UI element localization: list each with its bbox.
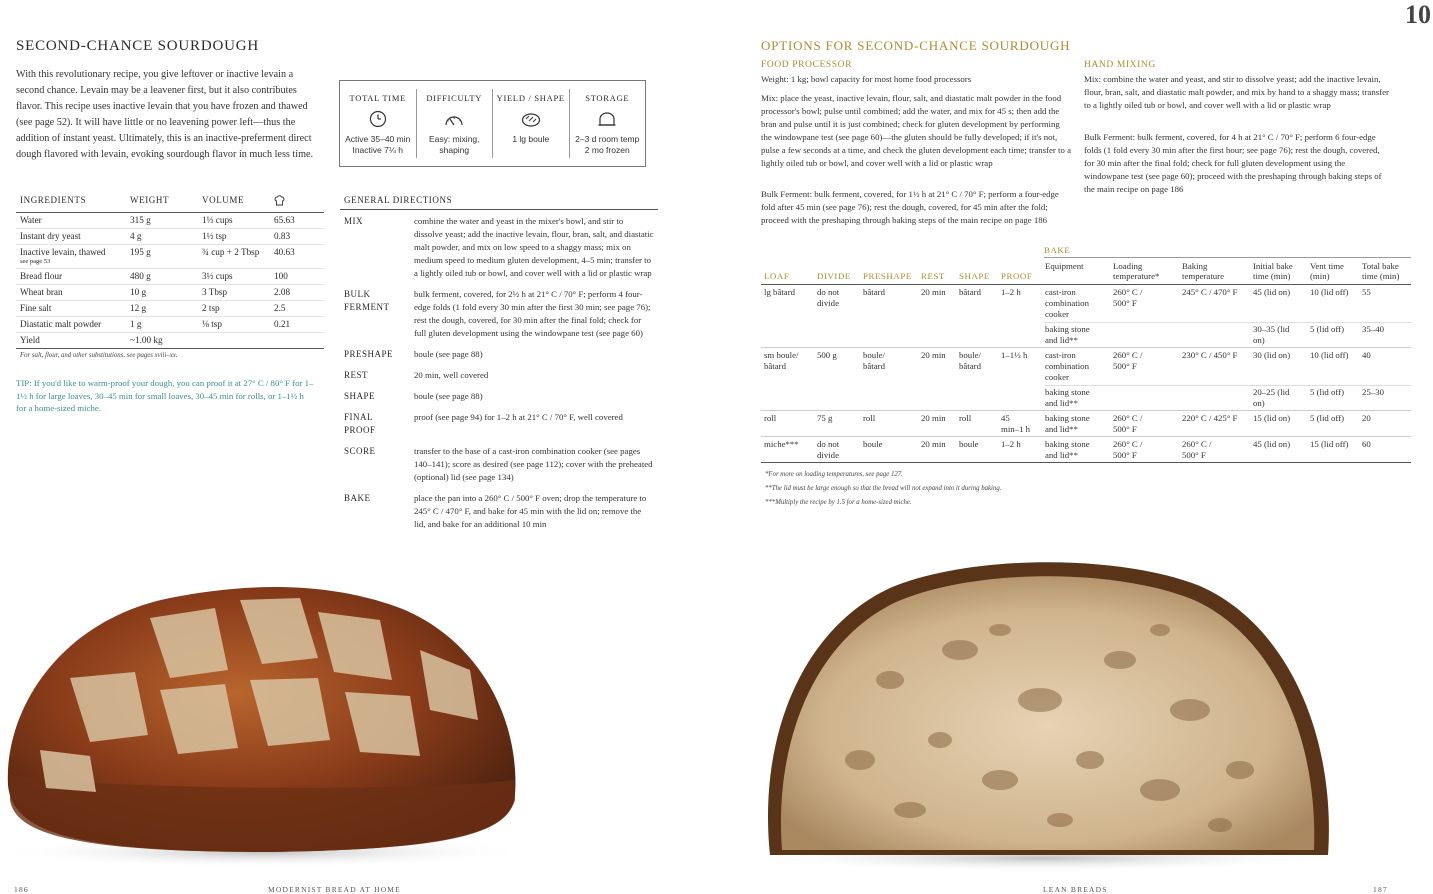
col-total-bake-1: Total bake xyxy=(1362,261,1399,271)
hand-mixing-mix: Mix: combine the water and yeast, and stir to dissolve yeast; add the inactive levain, flour, bran, salt, and diastatic malt powder, and mix by hand to a shaggy mass; transfer to a lightly oiled tub or bowl, and cover well with a lid or plastic wrap xyxy=(1084,74,1389,110)
cell-shape: boule/ xyxy=(959,350,981,360)
ingredient-weight: 12 g xyxy=(130,303,147,313)
cell-loading-temp: 500° F xyxy=(1113,450,1137,460)
col-shape: SHAPE xyxy=(959,271,990,281)
col-initial-bake-2: time (min) xyxy=(1253,271,1291,281)
ingredient-volume: 1⅓ cups xyxy=(202,215,233,225)
cell-baking-temp: 245° C / 470° F xyxy=(1182,287,1238,297)
cell-equipment: baking stone xyxy=(1045,413,1090,423)
cell-preshape: bâtard xyxy=(863,287,885,297)
ingredient-weight: ~1.00 kg xyxy=(130,335,163,345)
cell-shape: boule xyxy=(959,439,979,449)
cell-total-bake: 55 xyxy=(1362,287,1371,297)
options-table-body xyxy=(761,285,1411,463)
ingredient-name: Water xyxy=(20,215,42,225)
ingredient-name: Instant dry yeast xyxy=(20,231,81,241)
cell-preshape: boule xyxy=(863,439,883,449)
cell-loading-temp: 500° F xyxy=(1113,298,1137,308)
direction-step: MIX xyxy=(344,216,363,226)
cell-loading-temp: 260° C / xyxy=(1113,413,1143,423)
cell-equipment: and lid** xyxy=(1045,424,1078,434)
food-processor-heading: FOOD PROCESSOR xyxy=(761,60,853,70)
storage-value-2: 2 mo frozen xyxy=(584,145,630,155)
ingredient-percent: 65.63 xyxy=(274,215,295,225)
footer-book-title: MODERNIST BREAD AT HOME xyxy=(268,885,401,894)
direction-step: FINAL PROOF xyxy=(344,412,376,435)
difficulty-value-1: Easy: mixing, xyxy=(428,134,480,144)
direction-step: BULK FERMENT xyxy=(344,289,390,312)
recipe-title: SECOND-CHANCE SOURDOUGH xyxy=(16,38,259,54)
cell-loaf: roll xyxy=(764,413,777,423)
ingredient-name: Yield xyxy=(20,335,40,345)
cell-total-bake: 35–40 xyxy=(1362,324,1384,334)
ingredient-volume: 3 Tbsp xyxy=(202,287,228,297)
col-preshape: PRESHAPE xyxy=(863,271,912,281)
col-rest: REST xyxy=(921,271,945,281)
ingredient-row xyxy=(16,213,324,229)
cell-loading-temp: 260° C / xyxy=(1113,439,1143,449)
cell-preshape: boule/ xyxy=(863,350,885,360)
direction-text: place the pan into a 260° C / 500° F oven; drop the temperature to 245° C / 470° F, and bake for 45 min with the lid on; remove the lid, and bake for an additional 10 min xyxy=(414,493,647,529)
options-table-header xyxy=(761,259,1411,285)
cell-loading-temp: 500° F xyxy=(1113,424,1137,434)
recipe-info-box xyxy=(339,80,646,167)
footer-page-number-right: 187 xyxy=(1373,885,1388,894)
ingredient-percent: 40.63 xyxy=(274,247,295,257)
direction-text: 20 min, well covered xyxy=(414,370,489,380)
cell-initial-bake: on) xyxy=(1253,398,1265,408)
ingredient-weight: 315 g xyxy=(130,215,151,225)
direction-step: SCORE xyxy=(344,446,376,456)
col-divide: DIVIDE xyxy=(817,271,851,281)
direction-row xyxy=(340,437,658,484)
food-processor-weight: Weight: 1 kg; bowl capacity for most home food processors xyxy=(761,74,972,84)
direction-text: bulk ferment, covered, for 2½ h at 21° C / 70° F; perform 4 four-edge folds (1 fold every 30 min after the first 30 min; see page 76); rest the dough, covered, for 30 min after the final fold; check for full gluten development using the windowpane test (see page 60) xyxy=(414,289,651,338)
bake-group-label: BAKE xyxy=(1044,245,1071,255)
col-loading-temp-1: Loading xyxy=(1113,261,1143,271)
col-equipment: Equipment xyxy=(1045,261,1084,271)
cell-loaf: miche*** xyxy=(764,439,799,449)
ingredient-percent: 0.83 xyxy=(274,231,291,241)
col-volume: VOLUME xyxy=(202,195,245,205)
direction-text: combine the water and yeast in the mixer's bowl, and stir to dissolve yeast; add the inactive levain, flour, bran, salt, and diastatic malt powder, and mix on low speed to a shaggy mass; mix on medium speed to medium gluten development, 4–5 min; transfer to a lightly oiled tub or bowl, and cover well with a lid or plastic wrap xyxy=(414,216,654,278)
ingredients-table xyxy=(16,195,324,349)
ingredient-percent: 100 xyxy=(274,271,288,281)
cell-equipment: combination xyxy=(1045,298,1089,308)
ingredient-volume: 1½ tsp xyxy=(202,231,227,241)
cell-proof: 1–1½ h xyxy=(1001,350,1028,360)
cell-loading-temp: 260° C / xyxy=(1113,350,1143,360)
storage-value-1: 2–3 d room temp xyxy=(575,134,640,144)
cell-divide: divide xyxy=(817,450,839,460)
cell-vent-time: 15 (lid off) xyxy=(1310,439,1349,449)
direction-text: boule (see page 88) xyxy=(414,349,483,359)
cell-divide: 500 g xyxy=(817,350,837,360)
cell-initial-bake: on) xyxy=(1253,335,1265,345)
food-processor-bulk-ferment: Bulk Ferment: bulk ferment, covered, for 1½ h at 21° C / 70° F; perform a four-edge fold after 45 min (see page 76); rest the dough, covered, for 45 min after the fold; proceed with the preshaping through baking steps of the main recipe on page 186 xyxy=(761,189,1059,225)
cell-loading-temp: 260° C / xyxy=(1113,287,1143,297)
cell-equipment: cooker xyxy=(1045,309,1069,319)
ingredient-weight: 195 g xyxy=(130,247,151,257)
cell-initial-bake: 30 (lid on) xyxy=(1253,350,1291,360)
table-row-miche xyxy=(761,437,1411,463)
ingredient-name: Diastatic malt powder xyxy=(20,319,102,329)
storage-dome-icon xyxy=(596,110,618,128)
direction-row xyxy=(340,210,658,280)
cell-rest: 20 min xyxy=(921,350,946,360)
col-proof: PROOF xyxy=(1001,271,1033,281)
col-baking-temp-1: Baking xyxy=(1182,261,1208,271)
col-weight: WEIGHT xyxy=(130,195,170,205)
yield-value: 1 lg boule xyxy=(512,134,550,144)
ingredient-row xyxy=(16,229,324,245)
yield-heading: YIELD / SHAPE xyxy=(496,93,565,103)
cell-proof: 1–2 h xyxy=(1001,439,1021,449)
cell-baking-temp: 220° C / 425° F xyxy=(1182,413,1238,423)
cell-equipment: baking stone xyxy=(1045,387,1090,397)
cell-equipment: baking stone xyxy=(1045,439,1090,449)
direction-row xyxy=(340,361,658,382)
cell-proof: 45 xyxy=(1001,413,1010,423)
ingredient-row xyxy=(16,301,324,317)
direction-row xyxy=(340,382,658,403)
col-total-bake-2: time (min) xyxy=(1362,271,1400,281)
col-vent-time-1: Vent time xyxy=(1310,261,1344,271)
ingredient-percent: 2.08 xyxy=(274,287,291,297)
direction-row xyxy=(340,340,658,361)
chapter-number: 10 xyxy=(1405,0,1431,29)
cell-loaf: lg bâtard xyxy=(764,287,796,297)
cell-preshape: roll xyxy=(863,413,876,423)
cell-proof: min–1 h xyxy=(1001,424,1031,434)
cell-initial-bake: 45 (lid on) xyxy=(1253,287,1291,297)
ingredient-weight: 10 g xyxy=(130,287,147,297)
cell-equipment: and lid** xyxy=(1045,335,1078,345)
col-initial-bake-1: Initial bake xyxy=(1253,261,1293,271)
ingredient-volume: 2 tsp xyxy=(202,303,220,313)
direction-row xyxy=(340,403,658,437)
col-vent-time-2: (min) xyxy=(1310,271,1330,281)
cell-proof: 1–2 h xyxy=(1001,287,1021,297)
ingredient-percent: 2.5 xyxy=(274,303,286,313)
direction-step: REST xyxy=(344,370,369,380)
cell-preshape: bâtard xyxy=(863,361,885,371)
ingredient-name: Wheat bran xyxy=(20,287,63,297)
food-processor-mix: Mix: place the yeast, inactive levain, flour, salt, and diastatic malt powder in the food processor's bowl; pulse until combined; add the water, and mix for 45 s; then add the bran and pulse until it is just combined; check for gluten development by performing the windowpane test (see page 60)—the gluten should be fully developed; if it's not, pulse a few seconds at a time, and check the gluten development each time; transfer to a lightly oiled tub or bowl, and cover well with a lid or plastic wrap xyxy=(761,93,1071,168)
ingredient-volume: ¾ cup + 2 Tbsp xyxy=(202,247,260,257)
ingredient-weight: 4 g xyxy=(130,231,142,241)
cell-shape: roll xyxy=(959,413,972,423)
direction-step: PRESHAPE xyxy=(344,349,394,359)
directions-header: GENERAL DIRECTIONS xyxy=(340,195,658,210)
table-row-sm-boule xyxy=(761,348,1411,411)
ingredients-rows xyxy=(16,213,324,349)
cell-vent-time: 10 (lid off) xyxy=(1310,350,1349,360)
clock-icon xyxy=(367,110,389,128)
ingredient-percent: 0.21 xyxy=(274,319,291,329)
col-loaf: LOAF xyxy=(764,271,790,281)
difficulty-cell xyxy=(417,89,494,158)
ingredient-volume: ⅛ tsp xyxy=(202,319,222,329)
cell-equipment: combination xyxy=(1045,361,1089,371)
cell-divide: do not xyxy=(817,439,840,449)
direction-text: transfer to the base of a cast-iron combination cooker (see pages 140–141); score as desired (see page 112); cover with the preheated (optional) lid (see page 134) xyxy=(414,446,653,482)
cell-total-bake: 40 xyxy=(1362,350,1371,360)
cell-divide: 75 g xyxy=(817,413,833,423)
directions-table xyxy=(340,195,658,531)
yield-cell xyxy=(493,89,570,158)
footnote-lid: **The lid must be large enough so that the bread will not expand into it during baking. xyxy=(765,485,1002,492)
cell-initial-bake: 20–25 (lid xyxy=(1253,387,1290,397)
ingredients-header xyxy=(16,195,324,213)
cell-total-bake: 60 xyxy=(1362,439,1371,449)
total-time-heading: TOTAL TIME xyxy=(349,93,406,103)
table-row-roll xyxy=(761,411,1411,437)
cell-equipment: cooker xyxy=(1045,372,1069,382)
storage-heading: STORAGE xyxy=(585,93,630,103)
warm-proof-tip: TIP: If you'd like to warm-proof your dough, you can proof it at 27° C / 80° F for 1–1½ h for large loaves, 30–45 min for small loaves, 30–45 min for rolls, or 1–1½ h for a home-sized miche. xyxy=(16,378,314,413)
table-row-lg-batard xyxy=(761,285,1411,348)
storage-cell xyxy=(570,89,646,158)
footer-section-title: LEAN BREADS xyxy=(1043,885,1108,894)
options-table xyxy=(761,245,1411,467)
cell-equipment: and lid** xyxy=(1045,398,1078,408)
cell-equipment: baking stone xyxy=(1045,324,1090,334)
cell-vent-time: 5 (lid off) xyxy=(1310,413,1345,423)
difficulty-value-2: shaping xyxy=(439,145,470,155)
total-time-inactive: Inactive 7¼ h xyxy=(352,145,404,155)
col-baking-temp-2: temperature xyxy=(1182,271,1225,281)
recipe-intro: With this revolutionary recipe, you give leftover or inactive levain a second chance. Levain may be a leavener first, but it also contributes flavor. This recipe uses inactive levain that you have frozen and thawed (see page 52). It will have little or no leavening power left—thus the addition of instant yeast. Ultimately, this is an inactive-preferment direct dough flavored with levain, evoking sourdough flavor in much less time. xyxy=(16,69,314,160)
hand-mixing-heading: HAND MIXING xyxy=(1084,60,1156,70)
ingredient-volume: 3½ cups xyxy=(202,271,233,281)
direction-step: BAKE xyxy=(344,493,371,503)
hand-mixing-bulk-ferment: Bulk Ferment: bulk ferment, covered, for 4 h at 21° C / 70° F; perform 6 four-edge folds (1 fold every 30 min after the first hour; see page 76); rest the dough, covered, for 30 min after the final fold; check for full gluten development using the windowpane test (see page 60); proceed with the preshaping through baking steps of the main recipe on page 186 xyxy=(1084,132,1382,194)
cell-rest: 20 min xyxy=(921,439,946,449)
cell-divide: do not xyxy=(817,287,840,297)
ingredient-weight: 480 g xyxy=(130,271,151,281)
yield-row xyxy=(16,333,324,349)
cell-shape: bâtard xyxy=(959,361,981,371)
direction-text: boule (see page 88) xyxy=(414,391,483,401)
cell-baking-temp: 500° F xyxy=(1182,450,1206,460)
cell-loading-temp: 500° F xyxy=(1113,361,1137,371)
direction-step: SHAPE xyxy=(344,391,376,401)
cell-total-bake: 25–30 xyxy=(1362,387,1384,397)
cell-divide: divide xyxy=(817,298,839,308)
footnote-miche: ***Multiply the recipe by 1.5 for a home-sized miche. xyxy=(765,499,912,506)
total-time-cell xyxy=(340,89,417,158)
direction-text: proof (see page 94) for 1–2 h at 21° C / 70° F, well covered xyxy=(414,412,623,422)
ingredient-name: Bread flour xyxy=(20,271,63,281)
cell-loaf: bâtard xyxy=(764,361,786,371)
cell-rest: 20 min xyxy=(921,413,946,423)
cell-total-bake: 20 xyxy=(1362,413,1371,423)
ingredient-name: Inactive levain, thawed xyxy=(20,247,106,257)
gauge-icon xyxy=(443,110,465,128)
total-time-active: Active 35–40 min xyxy=(345,134,411,144)
cell-loaf: sm boule/ xyxy=(764,350,799,360)
cell-vent-time: 5 (lid off) xyxy=(1310,324,1345,334)
footnote-loading-temp: *For more on loading temperatures, see page 127. xyxy=(765,471,903,478)
cell-baking-temp: 230° C / 450° F xyxy=(1182,350,1238,360)
substitutions-note: For salt, flour, and other substitutions, see pages xviii–xx. xyxy=(20,352,178,359)
cut-loaf-photo xyxy=(740,540,1340,875)
cell-vent-time: 5 (lid off) xyxy=(1310,387,1345,397)
difficulty-heading: DIFFICULTY xyxy=(426,93,483,103)
ingredient-row xyxy=(16,285,324,301)
cell-equipment: cast-iron xyxy=(1045,287,1076,297)
options-title: OPTIONS FOR SECOND-CHANCE SOURDOUGH xyxy=(761,38,1071,53)
cell-initial-bake: 45 (lid on) xyxy=(1253,439,1291,449)
loaf-icon xyxy=(520,110,542,128)
cell-initial-bake: 15 (lid on) xyxy=(1253,413,1291,423)
ingredient-row xyxy=(16,317,324,333)
cell-equipment: cast-iron xyxy=(1045,350,1076,360)
ingredient-subnote: see page 53 xyxy=(20,258,51,265)
cell-vent-time: 10 (lid off) xyxy=(1310,287,1349,297)
col-ingredients: INGREDIENTS xyxy=(20,195,87,205)
ingredient-row xyxy=(16,245,324,269)
cell-equipment: and lid** xyxy=(1045,450,1078,460)
footer-page-number-left: 186 xyxy=(14,885,29,894)
cell-initial-bake: 30–35 (lid xyxy=(1253,324,1290,334)
whole-loaf-photo xyxy=(0,560,520,870)
cell-shape: bâtard xyxy=(959,287,981,297)
ingredient-name: Fine salt xyxy=(20,303,52,313)
baker-hat-icon xyxy=(274,195,322,208)
col-loading-temp-2: temperature* xyxy=(1113,271,1160,281)
cell-rest: 20 min xyxy=(921,287,946,297)
direction-row xyxy=(340,280,658,340)
cell-baking-temp: 260° C / xyxy=(1182,439,1212,449)
direction-row xyxy=(340,484,658,531)
ingredient-row xyxy=(16,269,324,285)
ingredient-weight: 1 g xyxy=(130,319,142,329)
